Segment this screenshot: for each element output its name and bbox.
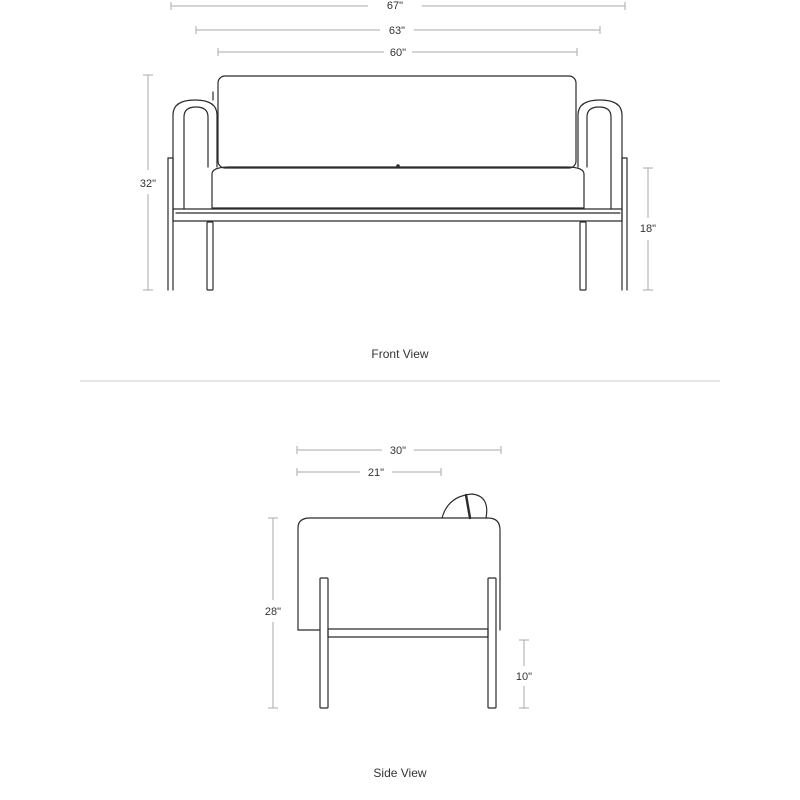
- seat-depth-label: 21": [367, 467, 385, 479]
- side-view: [265, 445, 532, 780]
- arm-height-label: 28": [264, 606, 282, 618]
- sofa-side-drawing: [298, 494, 500, 708]
- seat-width-label: 60": [389, 47, 407, 59]
- arm-width-label: 63": [388, 25, 406, 37]
- seat-height-label: 18": [639, 223, 657, 235]
- seat-width-dimension: [218, 47, 577, 59]
- back-cushion: [218, 76, 576, 168]
- depth-label: 30": [389, 445, 407, 457]
- front-leg-right: [580, 222, 586, 290]
- height-dimension: [140, 75, 156, 290]
- sofa-front-drawing: [168, 76, 627, 290]
- front-view-caption: Front View: [371, 347, 429, 361]
- front-view: [140, 0, 656, 361]
- side-leg-back: [488, 578, 496, 708]
- arm-width-dimension: [196, 25, 600, 37]
- side-leg-front: [320, 578, 328, 708]
- frame-height-dimension: [516, 640, 532, 708]
- overall-width-label: 67": [386, 0, 404, 12]
- left-arm: [173, 100, 217, 209]
- height-label: 32": [139, 178, 157, 190]
- front-leg-left: [207, 222, 213, 290]
- arm-height-dimension: [265, 518, 281, 708]
- seat-depth-dimension: [297, 467, 441, 479]
- overall-width-dimension: [171, 0, 625, 12]
- seat-rail: [173, 209, 622, 221]
- frame-stretcher: [328, 629, 488, 637]
- back-cushion-profile: [442, 494, 487, 518]
- seat-cushion: [212, 167, 584, 208]
- seat-height-dimension: [640, 168, 656, 290]
- frame-height-label: 10": [515, 671, 533, 683]
- side-view-caption: Side View: [373, 766, 427, 780]
- depth-dimension: [297, 445, 501, 457]
